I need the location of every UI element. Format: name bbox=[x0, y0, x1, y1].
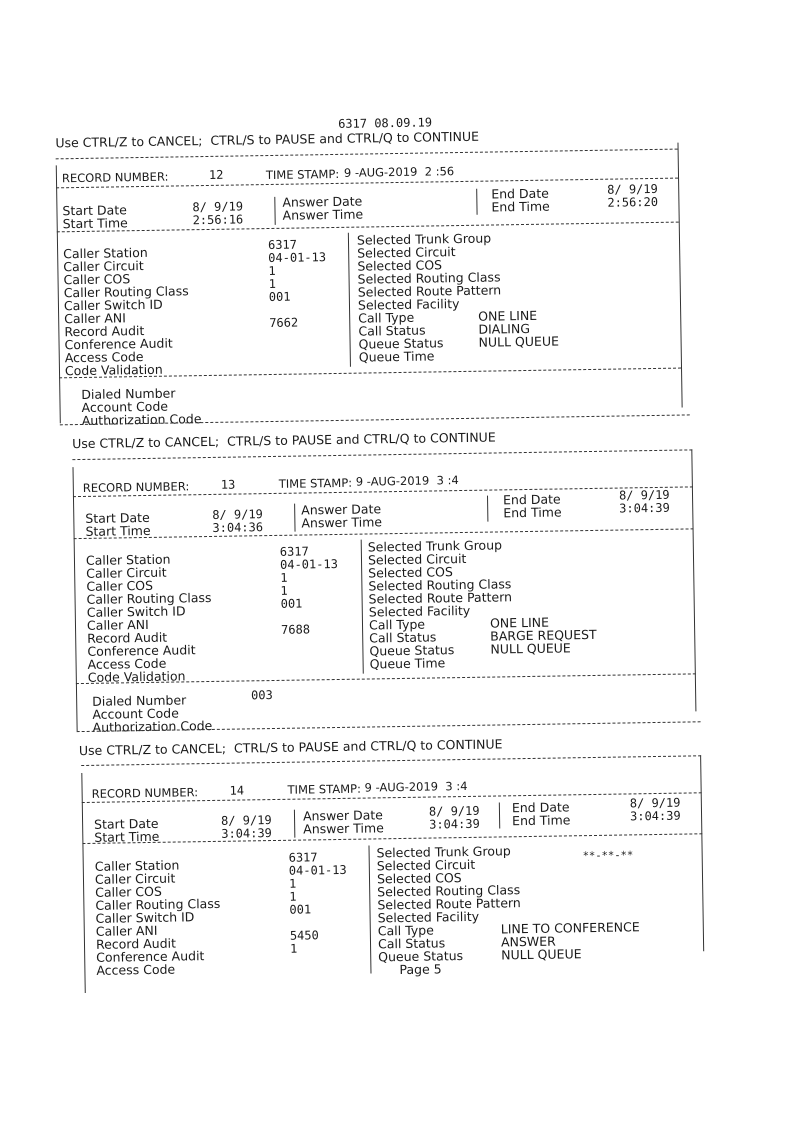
divider bbox=[56, 149, 678, 160]
start-date: 8/ 9/19 bbox=[192, 199, 244, 215]
caller-field-labels: Caller Station Caller Circuit Caller COS Caller Routing Class Caller Switch ID Caller ANI Record Audit Conference Audit Access Code Code Validation bbox=[85, 551, 212, 685]
dialed-field-labels: Dialed Number Account Code Authorization Code bbox=[92, 692, 213, 735]
selected-field-labels: Selected Trunk Group Selected Circuit Selected COS Selected Routing Class Selected Route Pattern Selected Facility Call Type Call Status Queue Status bbox=[376, 843, 521, 965]
frame-left bbox=[56, 165, 61, 423]
record-number-label: RECORD NUMBER: bbox=[61, 169, 169, 186]
divider bbox=[57, 222, 679, 233]
answer-time-label: Answer Time bbox=[282, 206, 364, 223]
frame-right bbox=[691, 449, 696, 711]
divider bbox=[74, 528, 694, 539]
divider bbox=[81, 755, 701, 766]
end-time-label: End Time bbox=[491, 198, 550, 215]
terminal-prompt: Use CTRL/Z to CANCEL; CTRL/S to PAUSE and CTRL/Q to CONTINUE bbox=[72, 429, 496, 452]
dialed-field-labels: Dialed Number Account Code Authorization Code bbox=[81, 385, 202, 428]
end-time-label: End Time bbox=[511, 812, 571, 829]
answer-date-label: Answer Date bbox=[302, 807, 384, 824]
selected-field-values: ONE LINE DIALING NULL QUEUE bbox=[478, 307, 560, 350]
column-divider bbox=[487, 496, 488, 522]
end-date: 8/ 9/19 bbox=[607, 181, 658, 197]
caller-field-values: 6317 04-01-13 1 1 001 7688 bbox=[279, 544, 338, 637]
record-number-label: RECORD NUMBER: bbox=[91, 785, 199, 801]
record-number: 14 bbox=[229, 783, 245, 798]
circuit-mark: **-**-** bbox=[582, 849, 634, 863]
column-divider bbox=[476, 189, 477, 215]
end-date-label: End Date bbox=[502, 491, 561, 508]
start-time-label: Start Time bbox=[62, 215, 128, 232]
start-time-label: Start Time bbox=[94, 828, 160, 845]
frame-right bbox=[700, 755, 704, 951]
end-date: 8/ 9/19 bbox=[618, 487, 670, 503]
column-divider bbox=[274, 197, 275, 225]
record-number-label: RECORD NUMBER: bbox=[82, 479, 190, 495]
time-stamp-label: TIME STAMP: bbox=[265, 166, 340, 183]
selected-field-values: LINE TO CONFERENCE ANSWER NULL QUEUE bbox=[500, 919, 640, 963]
end-date-label: End Date bbox=[491, 185, 549, 202]
start-date: 8/ 9/19 bbox=[220, 813, 272, 828]
end-time-label: End Time bbox=[503, 504, 562, 521]
page-number: Page 5 bbox=[399, 961, 442, 978]
end-date: 8/ 9/19 bbox=[629, 795, 681, 811]
column-divider bbox=[499, 802, 500, 828]
end-time: 2:56:20 bbox=[607, 194, 659, 210]
record-number: 12 bbox=[208, 167, 224, 182]
selected-field-labels: Selected Trunk Group Selected Circuit Selected COS Selected Routing Class Selected Route Pattern Selected Facility Call Type Call Status Queue Status Queue Time bbox=[356, 230, 502, 365]
end-date-label: End Date bbox=[511, 799, 570, 816]
header-line: 6317 08.09.19 bbox=[338, 115, 433, 131]
terminal-prompt: Use CTRL/Z to CANCEL; CTRL/S to PAUSE and CTRL/Q to CONTINUE bbox=[78, 736, 503, 759]
time-stamp: 9 -AUG-2019 3 :4 bbox=[364, 778, 468, 795]
start-date-label: Start Date bbox=[93, 815, 159, 832]
column-divider bbox=[368, 846, 371, 974]
column-divider bbox=[294, 810, 295, 838]
time-stamp-label: TIME STAMP: bbox=[278, 475, 353, 491]
caller-field-values: 6317 04-01-13 1 1 001 5450 1 bbox=[288, 850, 347, 956]
answer-date: 8/ 9/19 bbox=[428, 803, 480, 819]
end-time: 3:04:39 bbox=[619, 500, 670, 516]
divider bbox=[82, 833, 702, 844]
start-time: 2:56:16 bbox=[192, 212, 244, 228]
answer-time: 3:04:39 bbox=[429, 816, 480, 832]
selected-field-values: ONE LINE BARGE REQUEST NULL QUEUE bbox=[489, 614, 597, 657]
record-number: 13 bbox=[220, 477, 236, 492]
frame-left bbox=[81, 773, 85, 993]
selected-field-labels: Selected Trunk Group Selected Circuit Selected COS Selected Routing Class Selected Route Pattern Selected Facility Call Type Call Status Queue Status Queue Time bbox=[367, 537, 513, 672]
column-divider bbox=[348, 233, 351, 367]
start-date: 8/ 9/19 bbox=[212, 507, 263, 522]
answer-time-label: Answer Time bbox=[303, 820, 384, 837]
start-time: 3:04:39 bbox=[221, 826, 272, 841]
divider bbox=[72, 449, 692, 460]
start-date-label: Start Date bbox=[85, 509, 150, 526]
frame-left bbox=[73, 467, 78, 731]
answer-date-label: Answer Date bbox=[301, 501, 382, 518]
caller-field-values: 6317 04-01-13 1 1 001 7662 bbox=[267, 237, 327, 331]
start-time-label: Start Time bbox=[85, 522, 151, 539]
caller-field-labels: Caller Station Caller Circuit Caller COS Caller Routing Class Caller Switch ID Caller ANI Record Audit Conference Audit Access Code Code Validation bbox=[63, 244, 189, 379]
time-stamp-label: TIME STAMP: bbox=[287, 781, 361, 797]
end-time: 3:04:39 bbox=[629, 808, 681, 824]
answer-date-label: Answer Date bbox=[282, 193, 363, 210]
column-divider bbox=[361, 540, 364, 674]
answer-time-label: Answer Time bbox=[301, 514, 383, 531]
column-divider bbox=[294, 504, 295, 532]
terminal-prompt: Use CTRL/Z to CANCEL; CTRL/S to PAUSE and CTRL/Q to CONTINUE bbox=[55, 128, 480, 151]
dialed-number: 003 bbox=[250, 688, 273, 703]
time-stamp: 9 -AUG-2019 2 :56 bbox=[343, 164, 455, 180]
time-stamp: 9 -AUG-2019 3 :4 bbox=[355, 473, 459, 489]
start-time: 3:04:36 bbox=[212, 520, 264, 535]
start-date-label: Start Date bbox=[62, 202, 127, 219]
caller-field-labels: Caller Station Caller Circuit Caller COS Caller Routing Class Caller Switch ID Caller ANI Record Audit Conference Audit Access Code bbox=[94, 857, 221, 978]
